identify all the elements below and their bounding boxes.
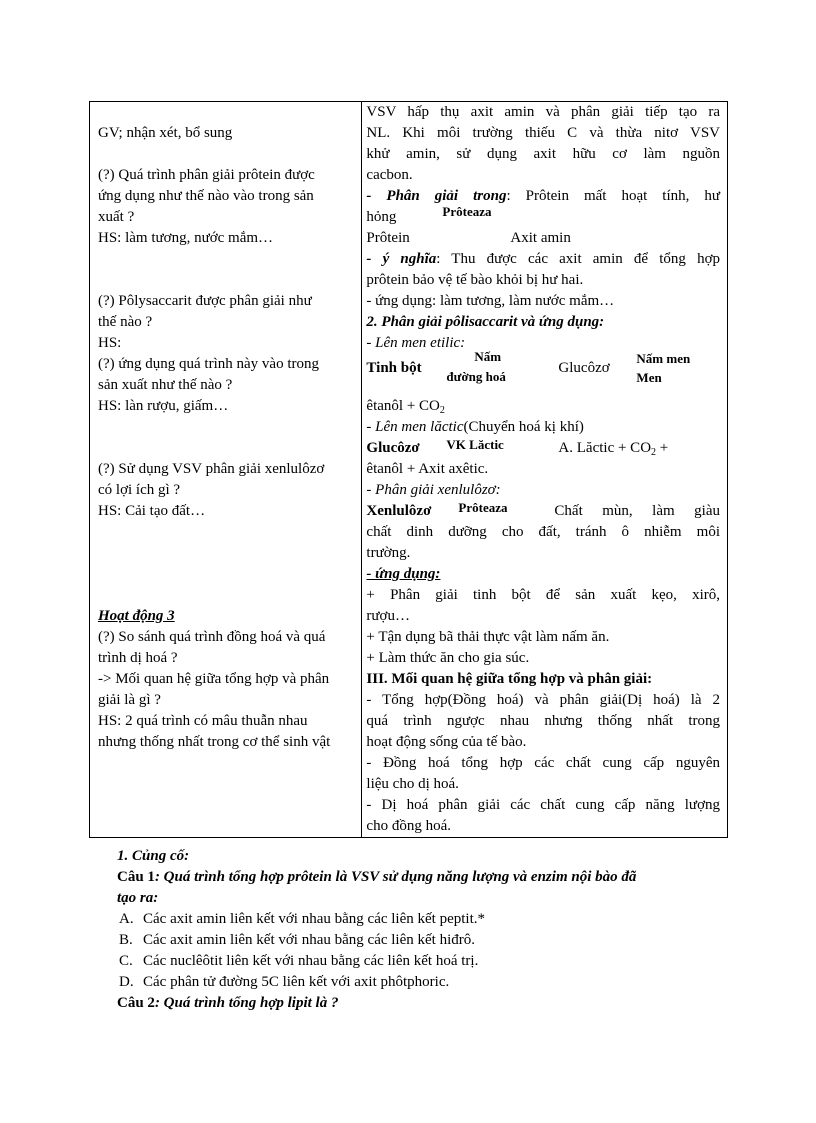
inner-breakdown-line bbox=[362, 186, 727, 207]
option-key: B. bbox=[119, 932, 133, 948]
question-line: (?) So sánh quá trình đồng hoá và quá bbox=[98, 629, 326, 645]
question-text: : Quá trình tổng hợp lipit là ? bbox=[154, 995, 339, 1011]
option-text: Các phân tử đường 5C liên kết với axit phôtphoric. bbox=[143, 974, 450, 990]
question-line: sản xuất như thế nào ? bbox=[98, 377, 233, 393]
subsection-note: (Chuyển hoá kị khí) bbox=[463, 419, 584, 435]
reactant: Prôtein bbox=[366, 230, 410, 246]
question-line: xuất ? bbox=[98, 209, 135, 225]
content-line: - Dị hoá phân giải các chất cung cấp năng lượng bbox=[366, 797, 720, 813]
question-line: ứng dụng như thế nào vào trong sản bbox=[98, 188, 314, 204]
reactant: Xenlulôzơ bbox=[366, 503, 432, 519]
content-line: hoạt động sống của tế bào. bbox=[366, 734, 527, 750]
question-1-cont: tạo ra: bbox=[117, 890, 159, 906]
student-answer: nhưng thống nhất trong cơ thể sinh vật bbox=[98, 734, 331, 750]
option-text: Các nuclêôtit liên kết với nhau bằng các liên kết hoá trị. bbox=[143, 953, 479, 969]
content-line bbox=[362, 396, 727, 417]
question-line: thế nào ? bbox=[98, 314, 153, 330]
reaction-row bbox=[362, 349, 727, 396]
reaction-row bbox=[362, 438, 727, 459]
product-text: A. Lăctic + CO bbox=[558, 440, 652, 456]
list-item: rượu… bbox=[366, 608, 410, 624]
meaning-text: : Thu được các axit amin để tổng hợp bbox=[436, 251, 720, 267]
answer-option bbox=[117, 930, 727, 951]
content-line: êtanôl + Axit axêtic. bbox=[366, 461, 489, 477]
product: êtanôl + CO bbox=[366, 398, 440, 414]
enzyme-label: VK Lăctic bbox=[446, 438, 504, 452]
question-line: (?) Pôlysaccarit được phân giải như bbox=[98, 293, 312, 309]
section-heading: 2. Phân giải pôlisaccarit và ứng dụng: bbox=[366, 314, 605, 330]
enzyme-label: Prôteaza bbox=[458, 501, 508, 515]
content-line: chất dinh dưỡng cho đất, tránh ô nhiễm môi bbox=[366, 524, 720, 540]
question-2 bbox=[117, 993, 727, 1014]
student-answer: HS: 2 quá trình có mâu thuẫn nhau bbox=[98, 713, 308, 729]
lesson-table bbox=[89, 101, 728, 838]
enzyme-label: Prôteaza bbox=[442, 207, 492, 219]
student-answer: HS: bbox=[98, 335, 122, 351]
subsection-line bbox=[362, 417, 727, 438]
student-answer: HS: làn rượu, giấm… bbox=[98, 398, 229, 414]
content-line: khử amin, sử dụng axit hữu cơ làm nguồn bbox=[366, 146, 720, 162]
enzyme-label: Men bbox=[636, 370, 662, 385]
student-answer: HS: làm tương, nước mắm… bbox=[98, 230, 274, 246]
option-key: C. bbox=[119, 953, 133, 969]
activity-heading: Hoạt động 3 bbox=[98, 608, 175, 624]
enzyme-label: đường hoá bbox=[446, 369, 506, 384]
answer-option bbox=[117, 951, 727, 972]
product: Axit amin bbox=[510, 230, 571, 246]
section-heading: III. Mối quan hệ giữa tổng hợp và phân giải: bbox=[366, 671, 653, 687]
option-key: A. bbox=[119, 911, 134, 927]
content-line: quá trình ngược nhau nhưng thống nhất trong bbox=[366, 713, 720, 729]
reaction-row bbox=[362, 228, 727, 249]
reactant: Glucôzơ bbox=[366, 440, 420, 456]
question-label: Câu 2 bbox=[117, 995, 155, 1011]
content-line: - Đồng hoá tổng hợp các chất cung cấp nguyên bbox=[366, 755, 720, 771]
option-text: Các axit amin liên kết với nhau bằng các liên kết hiđrô. bbox=[143, 932, 475, 948]
question-line: (?) ứng dụng quá trình này vào trong bbox=[98, 356, 319, 372]
enzyme-label: Nấm men bbox=[636, 351, 691, 366]
question-label: Câu 1 bbox=[117, 869, 155, 885]
meaning-label: - ý nghĩa bbox=[366, 251, 437, 267]
question-1 bbox=[117, 867, 727, 888]
list-item: + Làm thức ăn cho gia súc. bbox=[366, 650, 530, 666]
content-line: prôtein bảo vệ tế bào khỏi bị hư hai. bbox=[366, 272, 584, 288]
list-item: + Phân giải tinh bột để sản xuất kẹo, xirô, bbox=[366, 587, 720, 603]
content-line: cacbon. bbox=[366, 167, 413, 183]
content-line: - Tổng hợp(Đồng hoá) và phân giải(Dị hoá) là 2 bbox=[366, 692, 720, 708]
subsection-label: - Lên men etilic: bbox=[366, 335, 466, 351]
subscript: 2 bbox=[439, 405, 445, 416]
content-line: VSV hấp thụ axit amin và phân giải tiếp tạo ra bbox=[366, 104, 720, 120]
product bbox=[558, 438, 668, 459]
product-text: + bbox=[656, 440, 669, 456]
inner-breakdown-label: - Phân giải trong bbox=[366, 188, 507, 204]
subsection-label: - Lên men lăctic bbox=[366, 419, 464, 435]
content-line: - ứng dụng: làm tương, làm nước mắm… bbox=[366, 293, 615, 309]
question-line: (?) Sử dụng VSV phân giải xenlulôzơ bbox=[98, 461, 325, 477]
student-answer: HS: Cải tạo đất… bbox=[98, 503, 206, 519]
question-line: (?) Quá trình phân giải prôtein được bbox=[98, 167, 315, 183]
question-line: có lợi ích gì ? bbox=[98, 482, 181, 498]
meaning-line bbox=[362, 249, 727, 270]
enzyme-label: Nấm bbox=[474, 349, 502, 364]
content-line: NL. Khi môi trường thiếu C và thừa nitơ VSV bbox=[366, 125, 720, 141]
inner-breakdown-text: : Prôtein mất hoạt tính, hư bbox=[506, 188, 720, 204]
consolidation-section bbox=[117, 846, 727, 1014]
question-line: giải là gì ? bbox=[98, 692, 161, 708]
content-line: trường. bbox=[366, 545, 411, 561]
answer-option bbox=[117, 972, 727, 993]
inner-breakdown-text: hỏng bbox=[366, 209, 397, 225]
product: Chất mùn, làm giàu bbox=[554, 503, 720, 519]
reaction-row bbox=[362, 501, 727, 522]
option-text: Các axit amin liên kết với nhau bằng các liên kết peptit.* bbox=[143, 911, 485, 927]
intermediate: Glucôzơ bbox=[558, 360, 610, 376]
gv-comment: GV; nhận xét, bổ sung bbox=[98, 125, 233, 141]
answer-option bbox=[117, 909, 727, 930]
subscript: 2 bbox=[651, 447, 657, 458]
list-item: + Tận dụng bã thải thực vật làm nấm ăn. bbox=[366, 629, 610, 645]
content-line: liệu cho dị hoá. bbox=[366, 776, 459, 792]
reactant: Tinh bột bbox=[366, 360, 422, 376]
content-column bbox=[362, 102, 728, 838]
subsection-label: - Phân giải xenlulôzơ: bbox=[366, 482, 501, 498]
reaction-row bbox=[362, 207, 727, 228]
content-line: cho đồng hoá. bbox=[366, 818, 451, 834]
question-line: trình dị hoá ? bbox=[98, 650, 178, 666]
option-key: D. bbox=[119, 974, 134, 990]
teacher-student-column bbox=[90, 102, 362, 838]
question-text: : Quá trình tổng hợp prôtein là VSV sử dụng năng lượng và enzim nội bào đã bbox=[154, 869, 637, 885]
question-line: -> Mối quan hệ giữa tổng hợp và phân bbox=[98, 671, 330, 687]
subsection-label: - ứng dụng: bbox=[366, 566, 441, 582]
consolidation-heading: 1. Củng cố: bbox=[117, 848, 190, 864]
